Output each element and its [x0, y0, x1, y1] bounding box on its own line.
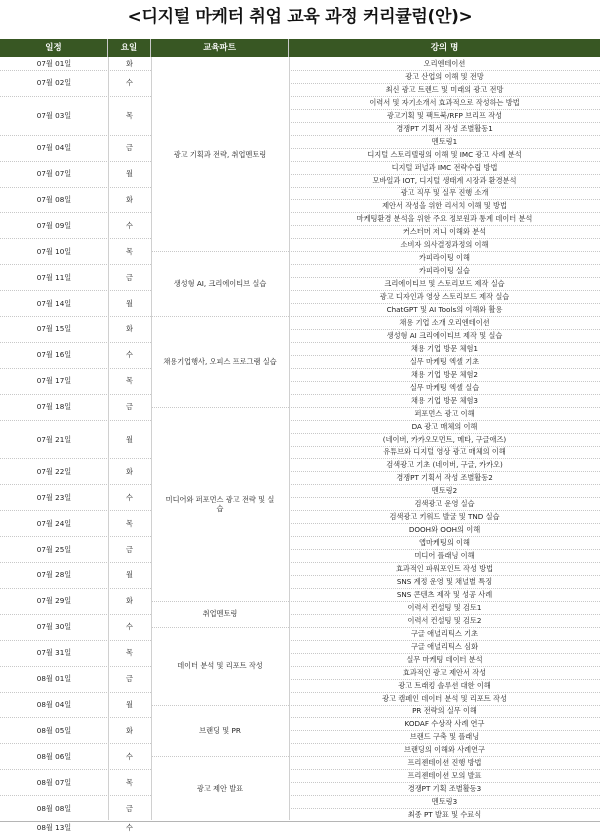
- column-divider: [289, 57, 290, 820]
- date-cell: 08월 07일: [36, 777, 72, 787]
- row-divider: [289, 161, 600, 162]
- day-cell: 월: [126, 570, 133, 580]
- row-divider: [289, 394, 600, 395]
- row-divider: [289, 433, 600, 434]
- date-cell: 07월 16일: [36, 350, 72, 360]
- lecture-cell: DOOH와 OOH의 이해: [408, 525, 481, 535]
- lecture-cell: 채용 기업 방문 체험3: [411, 395, 478, 405]
- column-divider: [151, 57, 152, 820]
- day-divider: [0, 96, 151, 97]
- day-cell: 월: [126, 298, 133, 308]
- row-divider: [289, 769, 600, 770]
- day-divider: [0, 614, 151, 615]
- date-cell: 07월 15일: [36, 324, 72, 334]
- day-divider: [0, 264, 151, 265]
- date-cell: 08월 13일: [36, 823, 72, 833]
- lecture-cell: 경쟁PT 기획서 작성 조별활동2: [396, 473, 493, 483]
- date-cell: 07월 31일: [36, 648, 72, 658]
- lecture-cell: 멘토링2: [431, 486, 458, 496]
- lecture-cell: 퍼포먼스 광고 이해: [414, 408, 475, 418]
- lecture-cell: 효과적인 파워포인트 작성 방법: [395, 564, 494, 574]
- lecture-cell: 오리엔테이션: [423, 58, 466, 68]
- day-cell: 목: [126, 246, 133, 256]
- lecture-cell: 디지털 퍼널과 IMC 전략수립 방법: [391, 162, 498, 172]
- day-cell: 수: [126, 78, 133, 88]
- day-divider: [0, 769, 151, 770]
- lecture-cell: 이력서 및 자기소개서 효과적으로 작성하는 방법: [369, 97, 520, 107]
- row-divider: [289, 484, 600, 485]
- day-cell: 화: [126, 466, 133, 476]
- day-divider: [0, 187, 151, 188]
- day-cell: 금: [126, 272, 133, 282]
- row-divider: [289, 536, 600, 537]
- header-lecture: 강의 명: [289, 39, 600, 57]
- lecture-cell: 검색광고 기초 (네이버, 구글, 카카오): [386, 460, 503, 470]
- day-divider: [0, 70, 151, 71]
- lecture-cell: 유튜브와 디지털 영상 광고 매체의 이해: [383, 447, 506, 457]
- part-cell: 생성형 AI, 크리에이티브 실습: [173, 279, 267, 289]
- lecture-cell: 카피라이팅 실습: [419, 266, 470, 276]
- row-divider: [289, 303, 600, 304]
- day-cell: 목: [126, 648, 133, 658]
- part-divider: [151, 705, 289, 706]
- row-divider: [289, 756, 600, 757]
- day-cell: 금: [126, 544, 133, 554]
- date-cell: 08월 06일: [36, 751, 72, 761]
- day-divider: [0, 316, 151, 317]
- day-divider: [0, 458, 151, 459]
- row-divider: [289, 187, 600, 188]
- row-divider: [289, 458, 600, 459]
- part-divider: [151, 316, 289, 317]
- date-cell: 07월 23일: [36, 492, 72, 502]
- row-divider: [289, 199, 600, 200]
- day-divider: [0, 135, 151, 136]
- row-divider: [289, 782, 600, 783]
- lecture-cell: 실무 마케팅 엑셀 실습: [409, 382, 480, 392]
- part-cell: 데이터 분석 및 리포트 작성: [177, 661, 263, 671]
- row-divider: [289, 290, 600, 291]
- row-divider: [289, 342, 600, 343]
- row-divider: [289, 355, 600, 356]
- row-divider: [289, 109, 600, 110]
- day-divider: [0, 588, 151, 589]
- row-divider: [289, 692, 600, 693]
- day-cell: 화: [126, 596, 133, 606]
- date-cell: 07월 02일: [36, 78, 72, 88]
- row-divider: [289, 135, 600, 136]
- day-cell: 수: [126, 220, 133, 230]
- day-cell: 화: [126, 58, 133, 68]
- lecture-cell: 광고 직무 및 실무 진행 소개: [400, 188, 489, 198]
- header-day: 요일: [108, 39, 151, 57]
- date-cell: 07월 17일: [36, 376, 72, 386]
- row-divider: [289, 588, 600, 589]
- day-divider: [0, 536, 151, 537]
- date-cell: 07월 14일: [36, 298, 72, 308]
- day-cell: 월: [126, 434, 133, 444]
- lecture-cell: 프리젠테이션 모의 발표: [407, 771, 482, 781]
- lecture-cell: 실무 마케팅 데이터 분석: [406, 654, 483, 664]
- lecture-cell: 커스터머 저니 이해와 분석: [402, 227, 487, 237]
- part-cell: 광고 제안 발표: [196, 784, 244, 794]
- lecture-cell: PR 전략의 실무 이해: [412, 706, 477, 716]
- lecture-cell: 최신 광고 트렌드 및 미래의 광고 전망: [385, 84, 504, 94]
- date-cell: 08월 05일: [36, 725, 72, 735]
- part-divider: [151, 407, 289, 408]
- day-cell: 월: [126, 699, 133, 709]
- lecture-cell: 효과적인 광고 제안서 작성: [402, 667, 487, 677]
- row-divider: [289, 70, 600, 71]
- row-divider: [289, 743, 600, 744]
- day-cell: 수: [126, 350, 133, 360]
- row-divider: [289, 420, 600, 421]
- date-cell: 07월 22일: [36, 466, 72, 476]
- lecture-cell: 광고 디자인과 영상 스토리보드 제작 실습: [379, 292, 510, 302]
- part-divider: [151, 756, 289, 757]
- lecture-cell: 최종 PT 발표 및 수료식: [407, 810, 482, 820]
- row-divider: [289, 251, 600, 252]
- date-cell: 07월 04일: [36, 143, 72, 153]
- day-divider: [0, 717, 151, 718]
- lecture-cell: 실무 마케팅 엑셀 기초: [409, 356, 480, 366]
- day-divider: [0, 212, 151, 213]
- lecture-cell: 미디어 플래닝 이해: [414, 551, 475, 561]
- lecture-cell: 모바일과 IOT, 디지털 생태계 시장과 환경분석: [372, 175, 517, 185]
- row-divider: [289, 368, 600, 369]
- lecture-cell: 이력서 컨설팅 및 검토2: [407, 615, 482, 625]
- day-cell: 목: [126, 518, 133, 528]
- date-cell: 07월 03일: [36, 110, 72, 120]
- day-cell: 목: [126, 376, 133, 386]
- lecture-cell: 프리젠테이션 진행 방법: [407, 758, 482, 768]
- row-divider: [289, 277, 600, 278]
- day-divider: [0, 666, 151, 667]
- lecture-cell: 검색광고 운영 실습: [414, 499, 475, 509]
- date-cell: 08월 08일: [36, 803, 72, 813]
- row-divider: [289, 808, 600, 809]
- part-cell: 채용기업행사, 오피스 프로그램 실습: [163, 356, 277, 366]
- lecture-cell: 구글 애널리틱스 기초: [410, 628, 479, 638]
- part-divider: [151, 601, 289, 602]
- lecture-cell: 브랜딩의 이해와 사례연구: [404, 745, 485, 755]
- lecture-cell: 채용 기업 방문 체험2: [411, 369, 478, 379]
- date-cell: 07월 25일: [36, 544, 72, 554]
- day-cell: 금: [126, 803, 133, 813]
- day-divider: [0, 161, 151, 162]
- row-divider: [289, 627, 600, 628]
- lecture-cell: 마케팅환경 분석을 위한 주요 정보원과 통계 데이터 분석: [356, 214, 533, 224]
- day-divider: [0, 510, 151, 511]
- day-cell: 화: [126, 324, 133, 334]
- row-divider: [289, 83, 600, 84]
- day-cell: 목: [126, 110, 133, 120]
- day-divider: [0, 238, 151, 239]
- row-divider: [289, 148, 600, 149]
- day-divider: [0, 484, 151, 485]
- part-cell: 광고 기획과 전략, 취업멘토링: [173, 149, 267, 159]
- header-part: 교육파트: [151, 39, 289, 57]
- row-divider: [289, 225, 600, 226]
- lecture-cell: 앱마케팅의 이해: [419, 538, 470, 548]
- lecture-cell: 광고기획 및 팩트북/RFP 브리프 작성: [386, 110, 503, 120]
- row-divider: [289, 264, 600, 265]
- lecture-cell: 소비자 의사결정과정의 이해: [400, 240, 489, 250]
- lecture-cell: (네이버, 카카오모먼트, 메타, 구글애즈): [382, 434, 507, 444]
- row-divider: [289, 381, 600, 382]
- date-cell: 07월 29일: [36, 596, 72, 606]
- lecture-cell: 광고 캠페인 데이터 분석 및 리포트 작성: [382, 693, 507, 703]
- lecture-cell: 이력서 컨설팅 및 검토1: [407, 602, 482, 612]
- day-divider: [0, 420, 151, 421]
- lecture-cell: 경쟁PT 기획 조별활동3: [407, 784, 482, 794]
- row-divider: [289, 717, 600, 718]
- day-cell: 금: [126, 674, 133, 684]
- day-cell: 화: [126, 194, 133, 204]
- day-divider: [0, 342, 151, 343]
- lecture-cell: 경쟁PT 기획서 작성 조별활동1: [396, 123, 493, 133]
- date-cell: 08월 01일: [36, 674, 72, 684]
- lecture-cell: 검색광고 키워드 발굴 및 TND 실습: [389, 512, 500, 522]
- row-divider: [289, 316, 600, 317]
- day-cell: 금: [126, 402, 133, 412]
- day-divider: [0, 394, 151, 395]
- row-divider: [289, 497, 600, 498]
- lecture-cell: 생성형 AI 크리에이티브 제작 및 실습: [386, 330, 503, 340]
- row-divider: [289, 407, 600, 408]
- date-cell: 07월 08일: [36, 194, 72, 204]
- lecture-cell: 광고 트래킹 솔루션 대한 이해: [398, 680, 491, 690]
- date-cell: 07월 30일: [36, 622, 72, 632]
- row-divider: [289, 212, 600, 213]
- lecture-cell: 브랜드 구축 및 플래닝: [409, 732, 480, 742]
- row-divider: [289, 705, 600, 706]
- lecture-cell: 멘토링1: [431, 136, 458, 146]
- date-cell: 07월 24일: [36, 518, 72, 528]
- lecture-cell: SNS 계정 운영 및 채널별 특징: [396, 576, 493, 586]
- part-divider: [151, 627, 289, 628]
- part-cell: 취업멘토링: [202, 609, 238, 619]
- row-divider: [289, 653, 600, 654]
- lecture-cell: 디지털 스토리텔링의 이해 및 IMC 광고 사례 분석: [367, 149, 522, 159]
- row-divider: [289, 640, 600, 641]
- row-divider: [289, 562, 600, 563]
- row-divider: [289, 174, 600, 175]
- row-divider: [289, 679, 600, 680]
- lecture-cell: KODAF 수상작 사례 연구: [404, 719, 485, 729]
- row-divider: [289, 549, 600, 550]
- row-divider: [289, 96, 600, 97]
- day-cell: 금: [126, 143, 133, 153]
- lecture-cell: ChatGPT 및 AI Tools의 이해와 활용: [386, 305, 503, 315]
- day-divider: [0, 692, 151, 693]
- row-divider: [289, 666, 600, 667]
- lecture-cell: 카피라이팅 이해: [419, 253, 470, 263]
- part-cell: 미디어와 퍼포먼스 광고 전략 및 실습: [165, 494, 275, 513]
- day-divider: [0, 290, 151, 291]
- lecture-cell: SNS 콘텐츠 제작 및 성공 사례: [396, 589, 493, 599]
- part-cell: 브랜딩 및 PR: [199, 725, 241, 735]
- date-cell: 07월 28일: [36, 570, 72, 580]
- row-divider: [289, 510, 600, 511]
- date-cell: 07월 21일: [36, 434, 72, 444]
- lecture-cell: DA 광고 매체의 이해: [411, 421, 478, 431]
- part-divider: [151, 251, 289, 252]
- date-cell: 07월 07일: [36, 169, 72, 179]
- day-divider: [0, 640, 151, 641]
- lecture-cell: 크리에이티브 및 스토리보드 제작 실습: [384, 279, 505, 289]
- lecture-cell: 채용 기업 소개 오리엔테이션: [399, 317, 490, 327]
- lecture-cell: 멘토링3: [431, 797, 458, 807]
- lecture-cell: 채용 기업 방문 체험1: [411, 343, 478, 353]
- page-title: <디지털 마케터 취업 교육 과정 커리큘럼(안)>: [127, 7, 473, 27]
- row-divider: [289, 795, 600, 796]
- day-cell: 화: [126, 725, 133, 735]
- day-cell: 수: [126, 751, 133, 761]
- row-divider: [289, 329, 600, 330]
- row-divider: [289, 471, 600, 472]
- day-cell: 월: [126, 169, 133, 179]
- column-divider: [108, 57, 109, 820]
- date-cell: 07월 11일: [36, 272, 72, 282]
- row-divider: [289, 122, 600, 123]
- date-cell: 07월 10일: [36, 246, 72, 256]
- row-divider: [289, 614, 600, 615]
- row-divider: [289, 238, 600, 239]
- lecture-cell: 제안서 작성을 위한 리서치 이해 및 방법: [382, 201, 507, 211]
- date-cell: 07월 09일: [36, 220, 72, 230]
- lecture-cell: 구글 애널리틱스 심화: [410, 641, 479, 651]
- row-divider: [289, 601, 600, 602]
- day-cell: 수: [126, 823, 133, 833]
- day-divider: [0, 795, 151, 796]
- day-divider: [0, 562, 151, 563]
- row-divider: [289, 523, 600, 524]
- day-divider: [0, 368, 151, 369]
- day-cell: 수: [126, 622, 133, 632]
- row-divider: [289, 730, 600, 731]
- day-cell: 목: [126, 777, 133, 787]
- row-divider: [289, 446, 600, 447]
- lecture-cell: 광고 산업의 이해 및 전망: [405, 71, 484, 81]
- day-divider: [0, 743, 151, 744]
- date-cell: 07월 18일: [36, 402, 72, 412]
- header-date: 일정: [0, 39, 108, 57]
- day-cell: 수: [126, 492, 133, 502]
- date-cell: 08월 04일: [36, 699, 72, 709]
- row-divider: [289, 575, 600, 576]
- date-cell: 07월 01일: [36, 58, 72, 68]
